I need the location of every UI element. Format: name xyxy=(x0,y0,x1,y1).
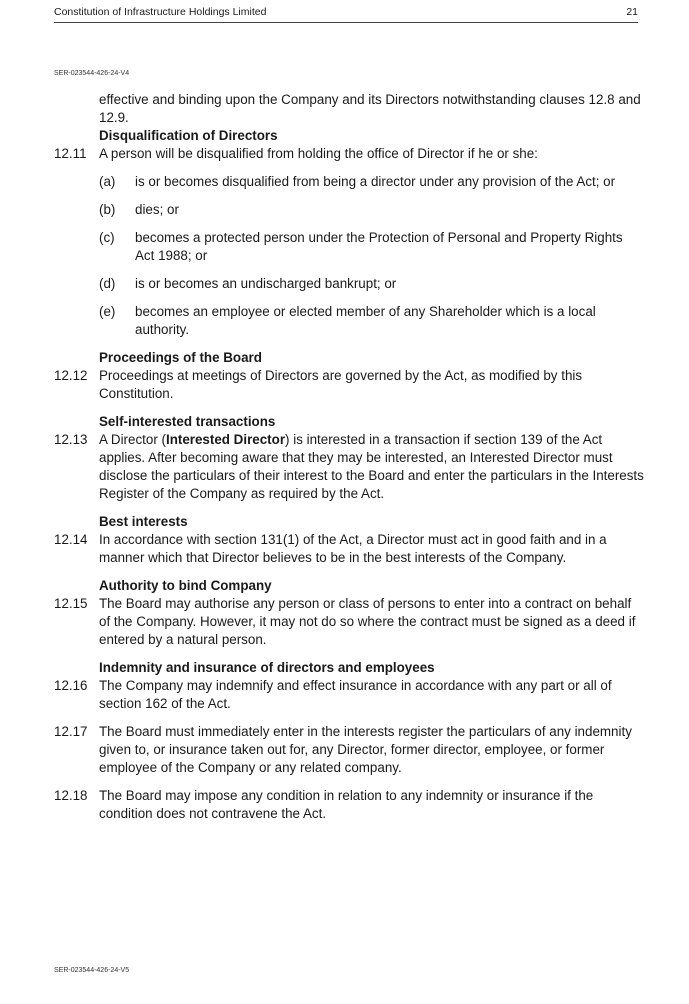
list-item xyxy=(54,303,644,339)
document-title: Constitution of Infrastructure Holdings Limited xyxy=(54,6,267,18)
document-reference-top: SER-023544-426-24-V4 xyxy=(54,70,130,77)
clause-12-18 xyxy=(54,787,644,823)
clause-text-pre: A Director ( xyxy=(99,432,166,447)
page-number: 21 xyxy=(626,6,638,18)
heading-authority: Authority to bind Company xyxy=(99,578,272,593)
item-label: (e) xyxy=(99,304,116,319)
item-text: becomes an employee or elected member of any Shareholder which is a local authority. xyxy=(135,304,596,337)
clause-text: In accordance with section 131(1) of the Act, a Director must act in good faith and in a manner which that Director believes to be in the best interests of the Company. xyxy=(99,532,607,565)
clause-12-15 xyxy=(54,595,644,649)
document-body xyxy=(54,91,644,833)
page-header xyxy=(54,3,638,23)
heading-self-interested: Self-interested transactions xyxy=(99,414,276,429)
item-text: is or becomes disqualified from being a director under any provision of the Act; or xyxy=(135,174,616,189)
item-label: (a) xyxy=(99,174,116,189)
clause-number: 12.17 xyxy=(54,724,88,739)
clause-12-11 xyxy=(54,145,644,163)
clause-12-16 xyxy=(54,677,644,713)
clause-number: 12.11 xyxy=(54,146,87,161)
document-reference-bottom: SER-023544-426-24-V5 xyxy=(54,967,130,974)
clause-number: 12.16 xyxy=(54,678,88,693)
clause-12-13 xyxy=(54,431,644,503)
item-text: becomes a protected person under the Protection of Personal and Property Rights Act 1988; or xyxy=(135,230,623,263)
clause-text: Proceedings at meetings of Directors are governed by the Act, as modified by this Constitution. xyxy=(99,368,583,401)
clause-number: 12.12 xyxy=(54,368,88,383)
clause-number: 12.15 xyxy=(54,596,88,611)
clause-12-12 xyxy=(54,367,644,403)
clause-number: 12.14 xyxy=(54,532,88,547)
clause-text xyxy=(99,431,644,503)
heading-indemnity: Indemnity and insurance of directors and employees xyxy=(99,660,435,675)
list-item xyxy=(54,229,644,265)
clause-text: The Company may indemnify and effect insurance in accordance with any part or all of section 162 of the Act. xyxy=(99,678,612,711)
clause-text-post: ) is interested in a transaction if section 139 of the Act applies. After becoming aware that they may be interested, an Interested Director must disclose the particulars of their interest to the Board and enter the particulars in the Interests Register of the Company as required by the Act. xyxy=(99,432,644,501)
clause-text: The Board may authorise any person or class of persons to enter into a contract on behalf of the Company. However, it may not do so where the contract must be signed as a deed if entered by a natural person. xyxy=(99,596,636,647)
item-label: (c) xyxy=(99,230,115,245)
clause-text: A person will be disqualified from holding the office of Director if he or she: xyxy=(99,146,538,161)
item-label: (d) xyxy=(99,276,116,291)
clause-number: 12.18 xyxy=(54,788,88,803)
heading-best-interests: Best interests xyxy=(99,514,188,529)
item-text: dies; or xyxy=(135,202,179,217)
clause-text: The Board may impose any condition in relation to any indemnity or insurance if the condition does not contravene the Act. xyxy=(99,788,594,821)
clause-text: The Board must immediately enter in the interests register the particulars of any indemnity given to, or insurance taken out for, any Director, former director, employee, or former employee of the Company or any related company. xyxy=(99,724,632,775)
list-item xyxy=(54,201,644,219)
clause-12-14 xyxy=(54,531,644,567)
list-item xyxy=(54,173,644,191)
heading-disqualification: Disqualification of Directors xyxy=(99,128,278,143)
list-item xyxy=(54,275,644,293)
item-text: is or becomes an undischarged bankrupt; or xyxy=(135,276,397,291)
intro-paragraph: effective and binding upon the Company and its Directors notwithstanding clauses 12.8 and 12.9. xyxy=(99,92,641,125)
clause-number: 12.13 xyxy=(54,432,88,447)
heading-proceedings: Proceedings of the Board xyxy=(99,350,262,365)
item-label: (b) xyxy=(99,202,116,217)
defined-term: Interested Director xyxy=(165,432,286,447)
clause-12-17 xyxy=(54,723,644,777)
